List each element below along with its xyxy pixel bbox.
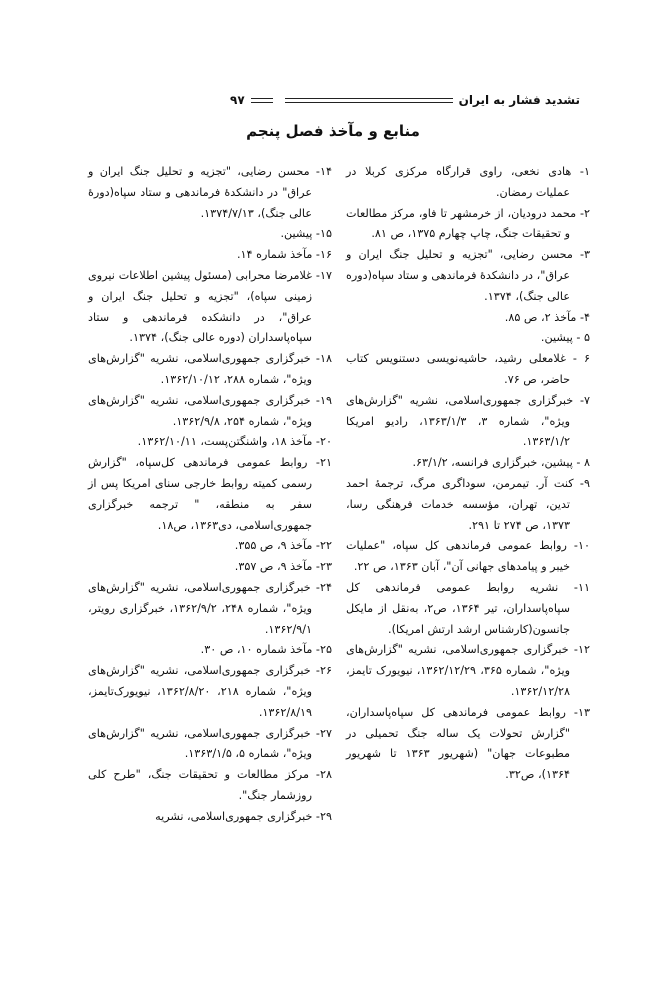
- reference-entry: ۱۷- غلامرضا محرابی (مسئول پیشین اطلاعات نیروی زمینی سپاه)، "تجزیه و تحلیل جنگ ایران و عراق"، در دانشکده فرماندهی و ستاد سپاه‌پاسداران (دوره عالی جنگ)، ۱۳۷۴.: [88, 268, 332, 345]
- reference-entry: ۱۴- محسن رضایی، "تجزیه و تحلیل جنگ ایران و عراق" در دانشکدهٔ فرماندهی و ستاد سپاه(دورهٔ عالی جنگ)، ۱۳۷۴/۷/۱۳.: [88, 165, 332, 220]
- references-left-column: [88, 162, 332, 828]
- page-number: ۹۷: [230, 93, 245, 107]
- reference-entry: ۱۹- خبرگزاری جمهوری‌اسلامی، نشریه "گزارش‌های ویژه"، شماره ۲۵۴، ۱۳۶۲/۹/۸.: [88, 393, 332, 428]
- reference-entry: ۲- محمد درودیان، از خرمشهر تا فاو، مرکز مطالعات و تحقیقات جنگ، چاپ چهارم ۱۳۷۵، ص ۸۱.: [346, 206, 590, 241]
- reference-entry: ۲۸- مرکز مطالعات و تحقیقات جنگ، "طرح کلی روزشمار جنگ".: [88, 768, 332, 802]
- reference-entry: ۱۸- خبرگزاری جمهوری‌اسلامی، نشریه "گزارش‌های ویژه"، شماره ۲۸۸، ۱۳۶۲/۱۰/۱۲.: [88, 352, 332, 386]
- reference-entry: ۱۰- روابط عمومی فرماندهی کل سپاه، "عملیات خیبر و پیامدهای جهانی آن"، آبان ۱۳۶۳، ص ۲۲.: [346, 539, 590, 574]
- reference-entry: ۹- کنت آر. تیمرمن، سوداگری مرگ، ترجمهٔ احمد تدین، تهران، مؤسسه خدمات فرهنگی رسا، ۱۳۷۳، ص ۲۷۴ تا ۲۹۱.: [346, 476, 590, 532]
- reference-entry: ۱۵- پیشین.: [280, 227, 332, 241]
- section-title: منابع و مآخذ فصل پنجم: [246, 122, 420, 140]
- reference-entry: ۱۱- نشریه روابط عمومی فرماندهی کل سپاه‌پاسداران، تیر ۱۳۶۴، ص۲، به‌نقل از مایکل جانسون(کارشناس ارشد ارتش امریکا).: [346, 580, 590, 636]
- running-title: تشدید فشار به ایران: [458, 93, 580, 107]
- running-header: [80, 90, 580, 110]
- reference-entry: ۲۰- مآخذ ۱۸، واشنگتن‌پست، ۱۳۶۲/۱۰/۱۱.: [137, 435, 332, 449]
- header-rule-long: [285, 98, 453, 103]
- reference-entry: ۱۳- روابط عمومی فرماندهی کل سپاه‌پاسداران، "گزارش تحولات یک ساله جنگ تحمیلی در مطبوعات جهان" (شهریور ۱۳۶۳ تا شهریور ۱۳۶۴)، ص۳۲.: [346, 705, 590, 782]
- reference-entry: ۲۹- خبرگزاری جمهوری‌اسلامی، نشریه: [155, 809, 332, 823]
- reference-entry: ۲۶- خبرگزاری جمهوری‌اسلامی، نشریه "گزارش‌های ویژه"، شماره ۲۱۸، ۱۳۶۲/۸/۲۰، نیویورک‌تایمز، ۱۳۶۲/۸/۱۹.: [88, 664, 332, 719]
- reference-entry: ۱۶- مآخذ شماره ۱۴.: [236, 248, 332, 262]
- references-right-column: [346, 162, 590, 786]
- reference-entry: ۲۱- روابط عمومی فرماندهی کل‌سپاه، "گزارش رسمی کمیته روابط خارجی سنای امریکا پس از سفر به منطقه، " ترجمه خبرگزاری جمهوری‌اسلامی، دی۱۳۶۳، ص۱۸.: [88, 456, 332, 532]
- reference-entry: ۲۵- مآخذ شماره ۱۰، ص ۳۰.: [200, 643, 332, 657]
- reference-entry: ۴- مآخذ ۲، ص ۸۵.: [504, 310, 590, 324]
- reference-entry: ۷- خبرگزاری جمهوری‌اسلامی، نشریه "گزارش‌های ویژه"، شماره ۳، ۱۳۶۳/۱/۳، رادیو امریکا ۱۳۶۳/۱/۲.: [346, 393, 590, 449]
- header-rule-short: [251, 98, 273, 103]
- reference-entry: ۶ - غلامعلی رشید، حاشیه‌نویسی دستنویس کتاب حاضر، ص ۷۶.: [346, 352, 590, 386]
- reference-entry: ۳- محسن رضایی، "تجزیه و تحلیل جنگ ایران و عراق"، در دانشکدهٔ فرماندهی و ستاد سپاه(دوره عالی جنگ)، ۱۳۷۴.: [346, 248, 590, 303]
- reference-entry: ۲۳- مآخذ ۹، ص ۳۵۷.: [234, 560, 332, 574]
- reference-entry: ۱- هادی نخعی، راوی قرارگاه مرکزی کربلا در عملیات رمضان.: [346, 165, 590, 199]
- reference-entry: ۸ - پیشین، خبرگزاری فرانسه، ۶۳/۱/۲.: [412, 456, 590, 470]
- reference-entry: ۲۲- مآخذ ۹، ص ۳۵۵.: [234, 539, 332, 553]
- reference-entry: ۲۴- خبرگزاری جمهوری‌اسلامی، نشریه "گزارش‌های ویژه"، شماره ۲۴۸، ۱۳۶۲/۹/۲، خبرگزاری رویتر، ۱۳۶۲/۹/۱.: [88, 580, 332, 636]
- reference-entry: ۲۷- خبرگزاری جمهوری‌اسلامی، نشریه "گزارش‌های ویژه"، شماره ۵، ۱۳۶۳/۱/۵.: [88, 726, 332, 761]
- reference-entry: ۵ - پیشین.: [540, 331, 590, 345]
- reference-entry: ۱۲- خبرگزاری جمهوری‌اسلامی، نشریه "گزارش‌های ویژه"، شماره ۳۶۵، ۱۳۶۲/۱۲/۲۹، نیویورک تایمز، ۱۳۶۲/۱۲/۲۸.: [346, 643, 590, 698]
